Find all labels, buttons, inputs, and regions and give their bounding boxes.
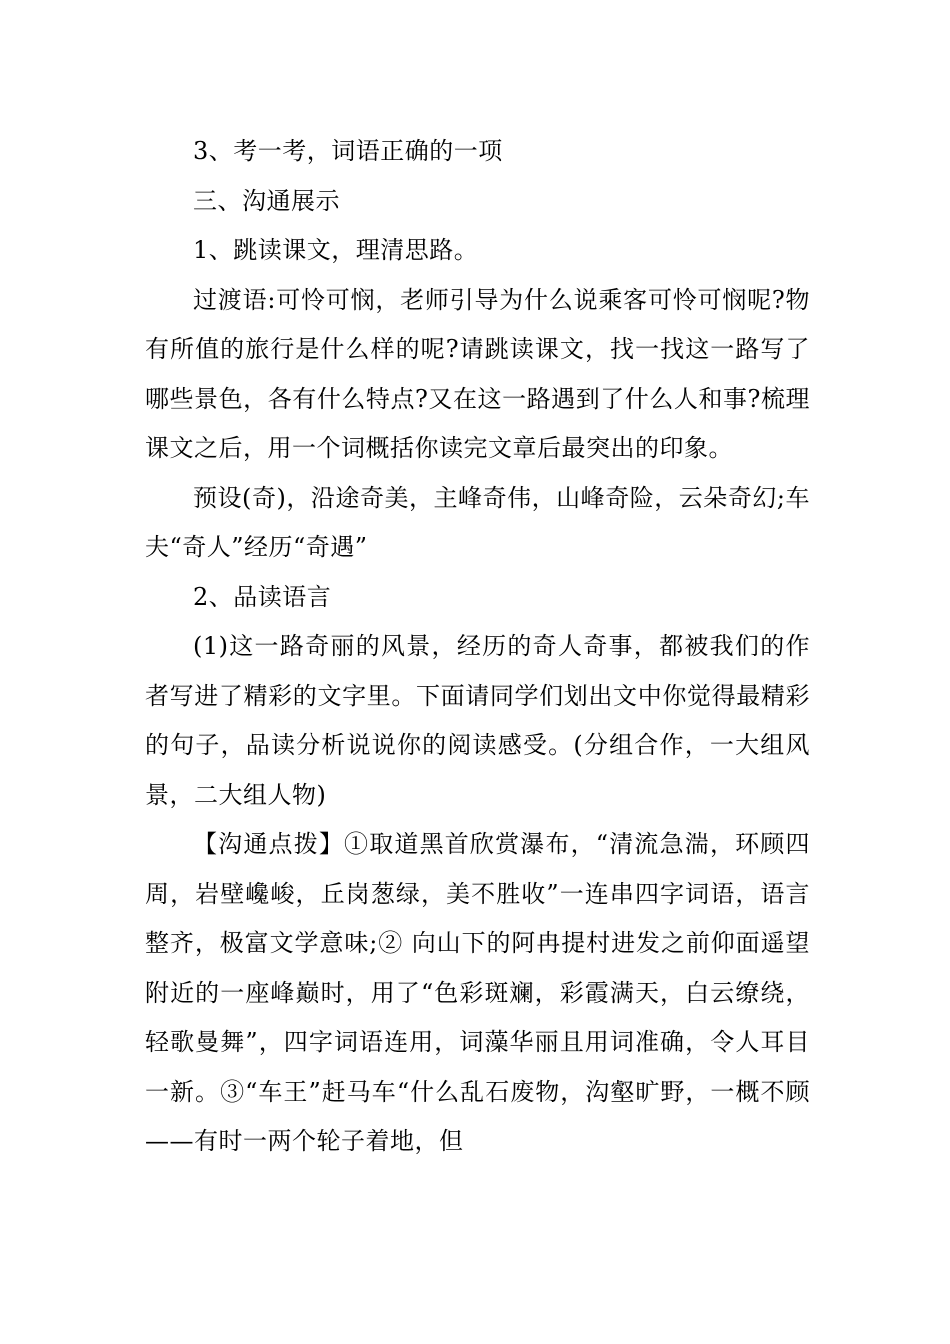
- paragraph-skim-reading: 1、跳读课文，理清思路。: [193, 236, 479, 264]
- paragraph-group-task: (1)这一路奇丽的风景，经历的奇人奇事，都被我们的作者写进了精彩的文字里。下面请同学们划出文中你觉得最精彩的句子，品读分析说说你的阅读感受。(分组合作，一大组风景，二大组人物): [145, 632, 810, 809]
- section-heading-communication: 三、沟通展示: [193, 186, 340, 215]
- paragraph-transition: 过渡语:可怜可悯，老师引导为什么说乘客可怜可悯呢?物有所值的旅行是什么样的呢?请跳读课文，找一找这一路写了哪些景色，各有什么特点?又在这一路遇到了什么人和事?梳理课文之后，用一个词概括你读完文章后最突出的印象。: [145, 285, 810, 462]
- document-body: [145, 127, 810, 1167]
- paragraph-language-reading: 2、品读语言: [193, 582, 332, 611]
- paragraph-preset-answer: 预设(奇)，沿途奇美，主峰奇伟，山峰奇险，云朵奇幻;车夫“奇人”经历“奇遇”: [145, 483, 810, 561]
- paragraph-guidance: 【沟通点拨】①取道黑首欣赏瀑布，“清流急湍，环顾四周，岩壁巉峻，丘岗葱绿，美不胜收”一连串四字词语，语言整齐，极富文学意味;② 向山下的阿冉提村进发之前仰面遥望附近的一座峰巅时，用了“色彩斑斓，彩霞满天，白云缭绕，轻歌曼舞”，四字词语连用，词藻华丽且用词准确，令人耳目一新。③“车王”赶马车“什么乱石废物，沟壑旷野，一概不顾——有时一两个轮子着地，但: [145, 830, 810, 1155]
- paragraph-exam-question: 3、考一考，词语正确的一项: [193, 137, 503, 165]
